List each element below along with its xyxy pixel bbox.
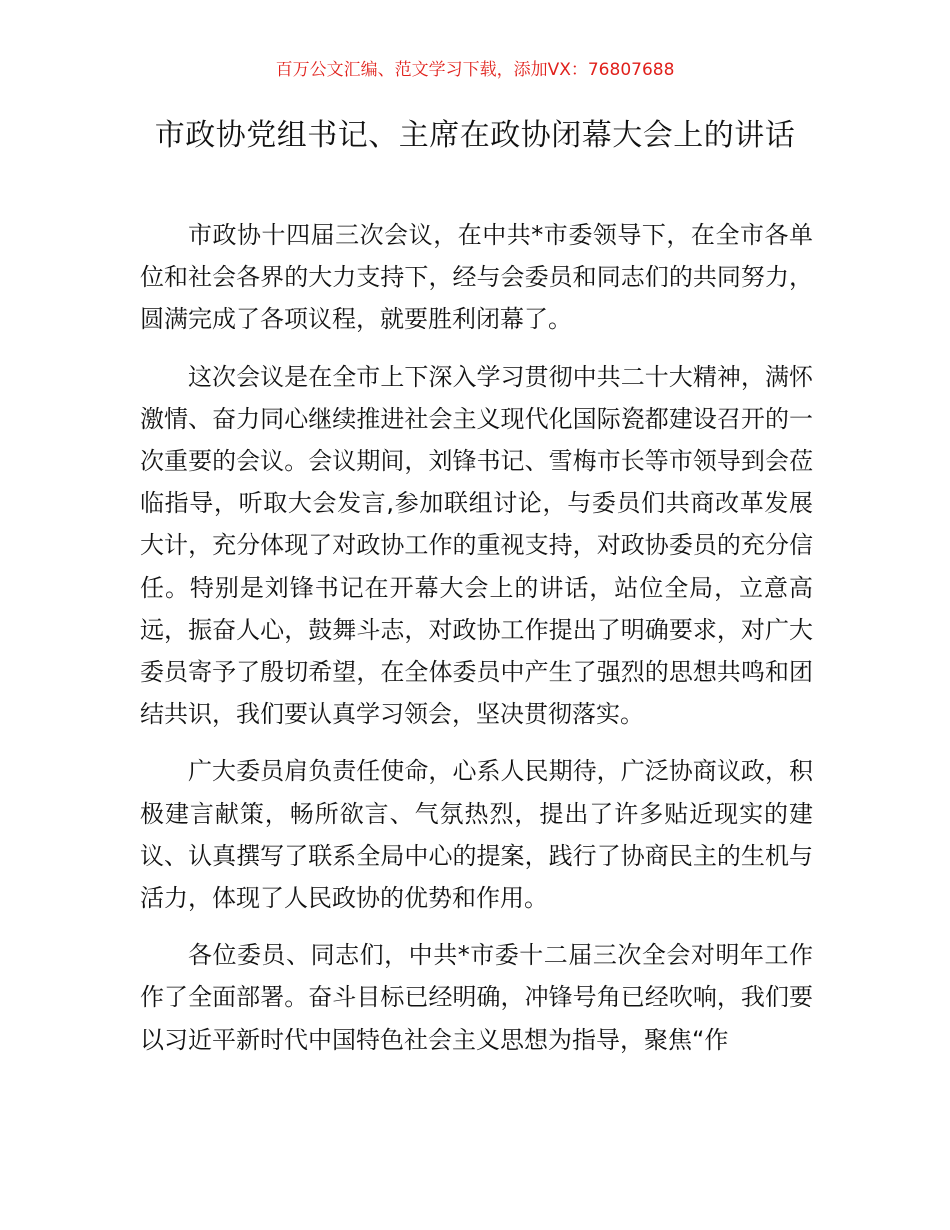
- paragraph-1: 市政协十四届三次会议，在中共*市委领导下，在全市各单位和社会各界的大力支持下，经与会委员和同志们的共同努力，圆满完成了各项议程，就要胜利闭幕了。: [140, 221, 813, 334]
- document-title: 市政协党组书记、主席在政协闭幕大会上的讲话: [154, 118, 796, 153]
- paragraph-4: 各位委员、同志们，中共*市委十二届三次全会对明年工作作了全面部署。奋斗目标已经明确，冲锋号角已经吹响，我们要以习近平新时代中国特色社会主义思想为指导，聚焦“作: [140, 941, 813, 1054]
- promo-banner: 百万公文汇编、范文学习下载，添加VX：76807688: [275, 60, 675, 80]
- paragraph-3: 广大委员肩负责任使命，心系人民期待，广泛协商议政，积极建言献策，畅所欲言、气氛热烈，提出了许多贴近现实的建议、认真撰写了联系全局中心的提案，践行了协商民主的生机与活力，体现了人民政协的优势和作用。: [140, 757, 813, 913]
- document-body: [140, 214, 813, 1076]
- paragraph-2: 这次会议是在全市上下深入学习贯彻中共二十大精神，满怀激情、奋力同心继续推进社会主义现代化国际瓷都建设召开的一次重要的会议。会议期间，刘锋书记、雪梅市长等市领导到会莅临指导，听取大会发言,参加联组讨论，与委员们共商改革发展大计，充分体现了对政协工作的重视支持，对政协委员的充分信任。特别是刘锋书记在开幕大会上的讲话，站位全局，立意高远，振奋人心，鼓舞斗志，对政协工作提出了明确要求，对广大委员寄予了殷切希望，在全体委员中产生了强烈的思想共鸣和团结共识，我们要认真学习领会，坚决贯彻落实。: [140, 362, 813, 729]
